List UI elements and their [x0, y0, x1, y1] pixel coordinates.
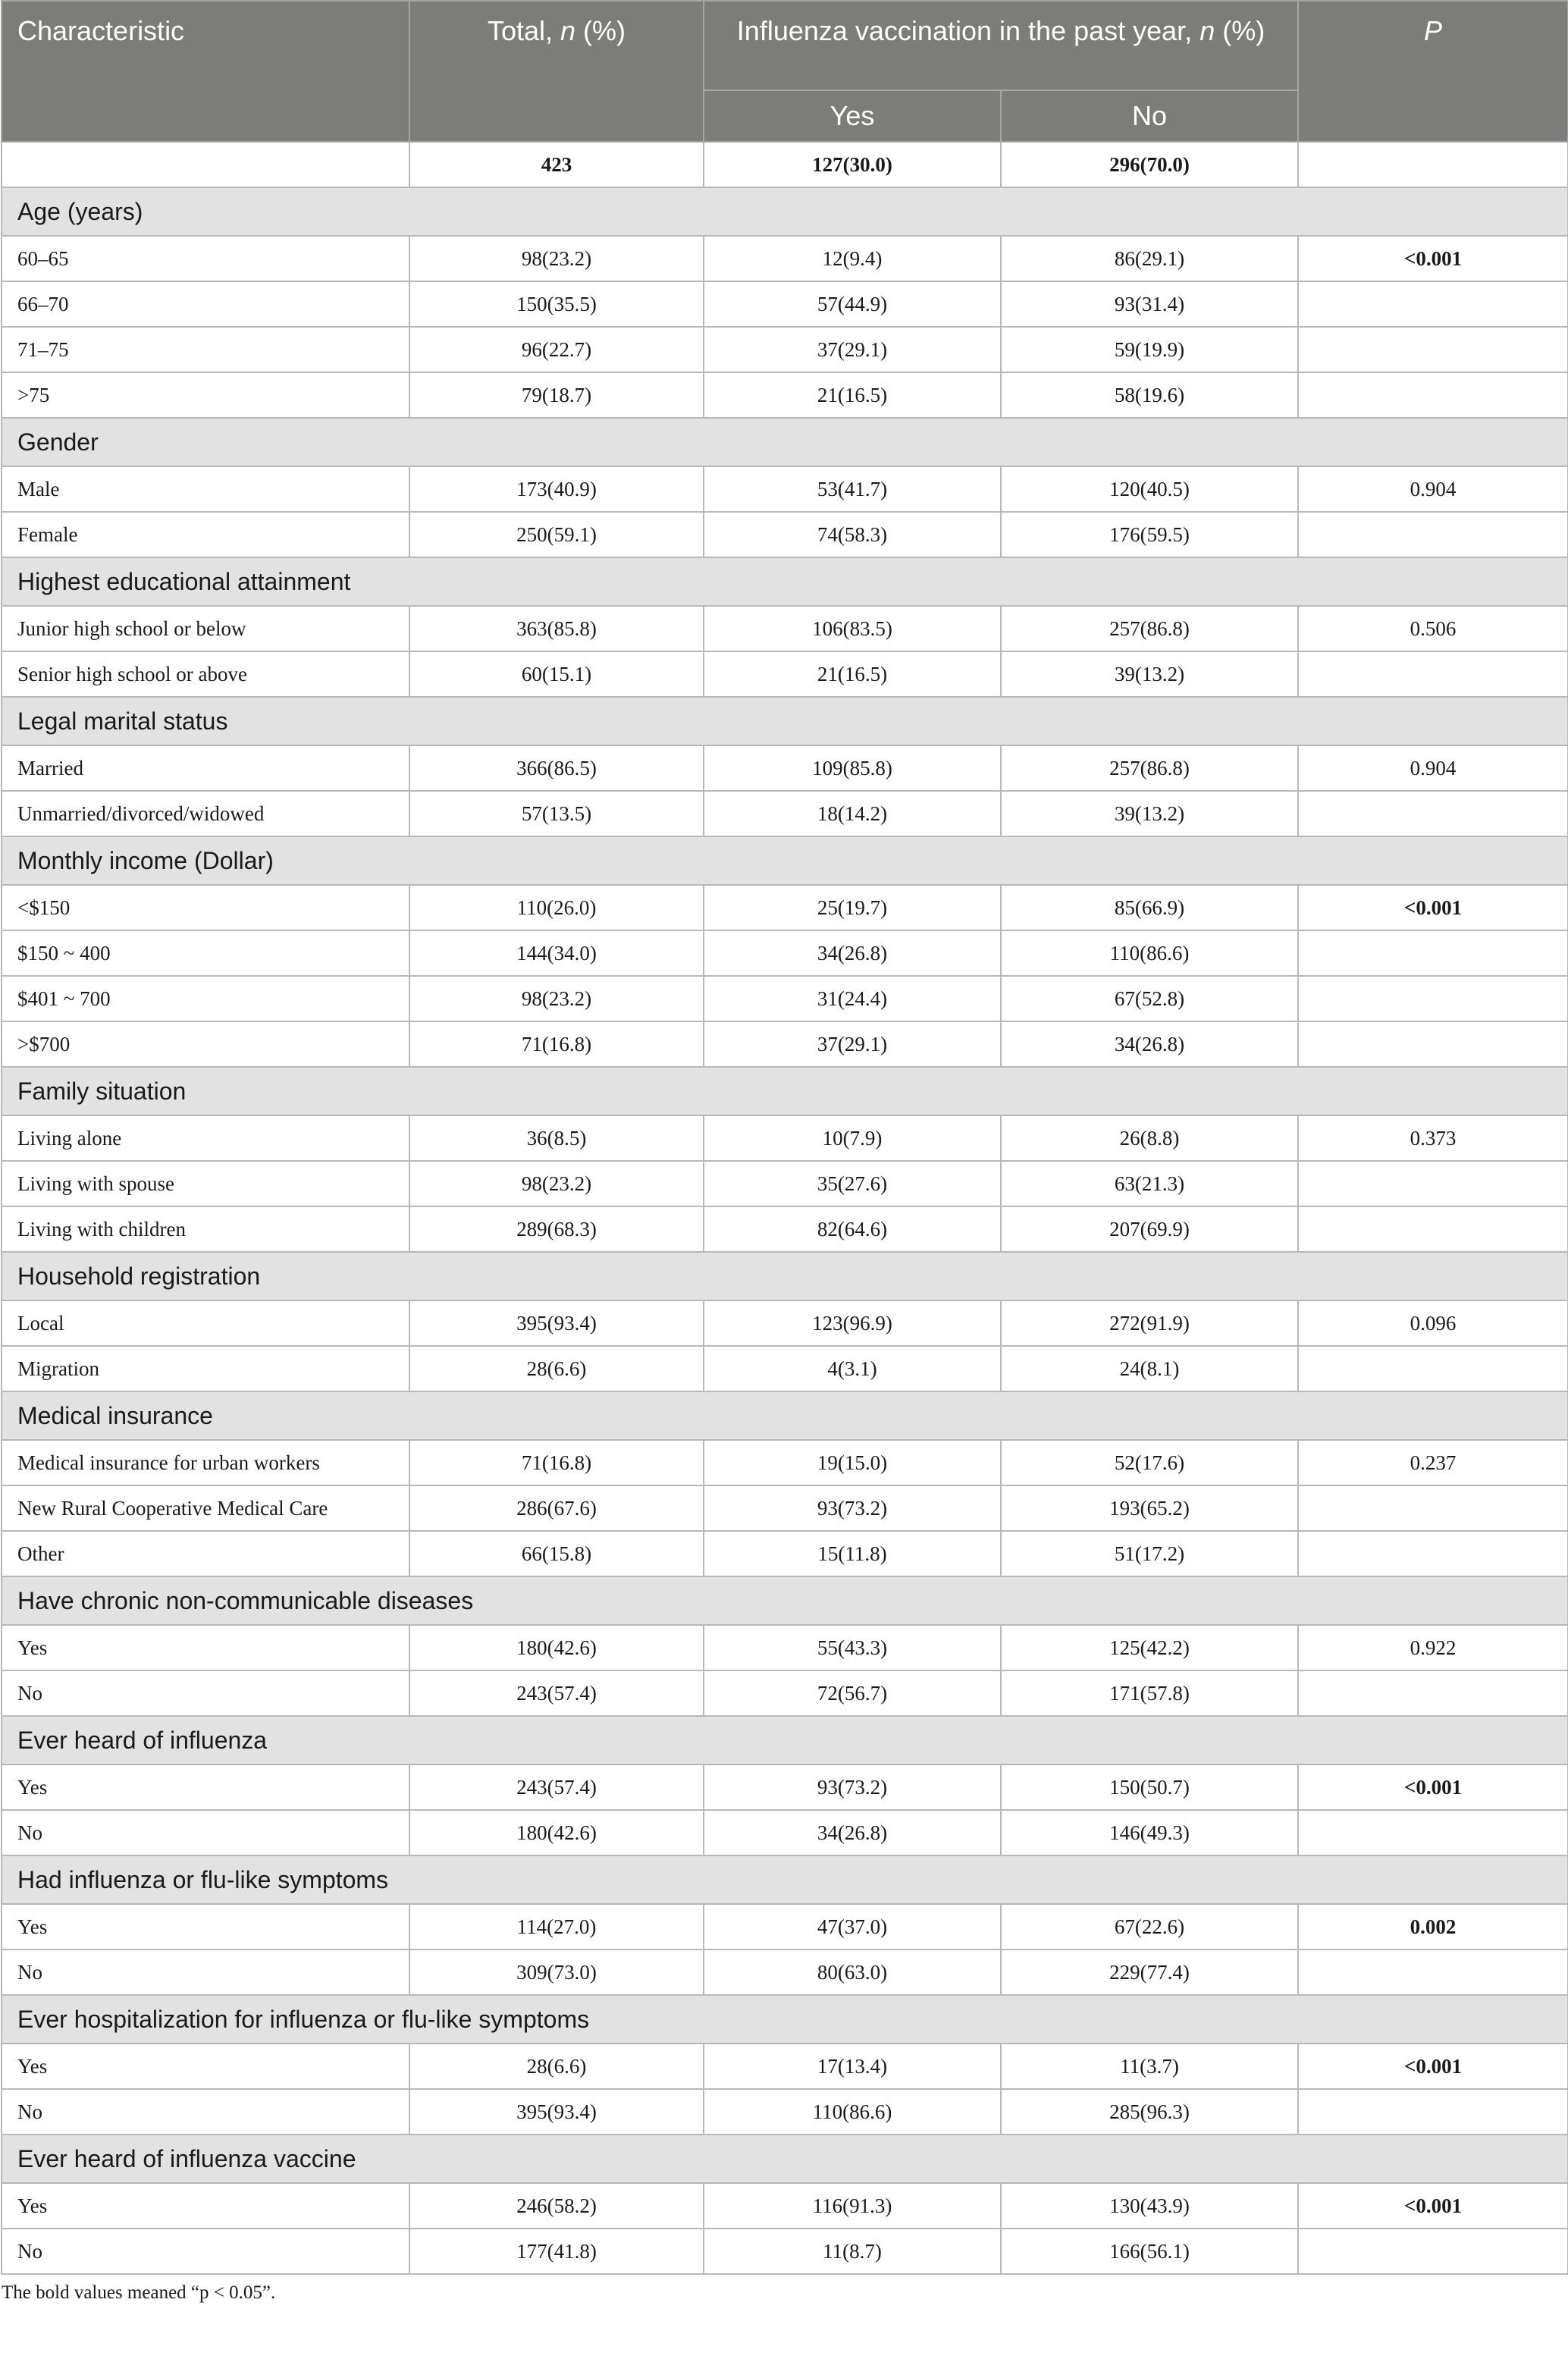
cell-yes: 25(19.7): [704, 885, 1001, 930]
cell-p-value: [1298, 281, 1568, 327]
group-row: [2, 1252, 1568, 1300]
table-row: [2, 466, 1568, 512]
row-label: <$150: [2, 885, 409, 930]
table-row: [2, 930, 1568, 976]
group-title: Ever heard of influenza: [2, 1716, 1568, 1764]
totals-row: [2, 142, 1568, 187]
cell-yes: 15(11.8): [704, 1531, 1001, 1576]
cell-yes: 72(56.7): [704, 1670, 1001, 1716]
row-label: Migration: [2, 1346, 409, 1391]
row-label: Male: [2, 466, 409, 512]
cell-p-value: <0.001: [1298, 2183, 1568, 2229]
cell-p-value: [1298, 930, 1568, 976]
group-row: [2, 1576, 1568, 1625]
cell-no: 146(49.3): [1001, 1810, 1298, 1855]
cell-total: 243(57.4): [409, 1670, 704, 1716]
header-group-prefix: Influenza vaccination in the past year,: [736, 15, 1200, 46]
row-label: Other: [2, 1531, 409, 1576]
cell-no: 166(56.1): [1001, 2229, 1298, 2274]
row-label: >75: [2, 372, 409, 418]
cell-p-value: <0.001: [1298, 236, 1568, 281]
table-row: [2, 1670, 1568, 1716]
table-row: [2, 1021, 1568, 1067]
group-row: [2, 1995, 1568, 2044]
group-title: Gender: [2, 418, 1568, 466]
cell-yes: 10(7.9): [704, 1115, 1001, 1161]
cell-yes: 53(41.7): [704, 466, 1001, 512]
header-no: No: [1001, 90, 1298, 142]
header-total-n: n: [560, 15, 576, 46]
cell-no: 93(31.4): [1001, 281, 1298, 327]
cell-no: 176(59.5): [1001, 512, 1298, 557]
group-title: Have chronic non-communicable diseases: [2, 1576, 1568, 1625]
cell-no: 257(86.8): [1001, 606, 1298, 651]
cell-no: 272(91.9): [1001, 1300, 1298, 1346]
header-p-value: P: [1298, 1, 1568, 142]
cell-p-value: 0.506: [1298, 606, 1568, 651]
row-label: No: [2, 1670, 409, 1716]
group-title: Household registration: [2, 1252, 1568, 1300]
cell-yes: 21(16.5): [704, 651, 1001, 697]
cell-yes: 55(43.3): [704, 1625, 1001, 1670]
row-label: $150 ~ 400: [2, 930, 409, 976]
row-label: Yes: [2, 2044, 409, 2089]
cell-total: 98(23.2): [409, 976, 704, 1021]
cell-yes: 12(9.4): [704, 236, 1001, 281]
row-label: >$700: [2, 1021, 409, 1067]
group-row: [2, 1067, 1568, 1115]
cell-yes: 123(96.9): [704, 1300, 1001, 1346]
cell-total: 114(27.0): [409, 1904, 704, 1950]
row-label: No: [2, 2229, 409, 2274]
cell-p-value: 0.904: [1298, 466, 1568, 512]
header-yes: Yes: [704, 90, 1001, 142]
table-row: [2, 2229, 1568, 2274]
cell-total: 71(16.8): [409, 1021, 704, 1067]
table-row: [2, 976, 1568, 1021]
row-label: Living alone: [2, 1115, 409, 1161]
group-title: Had influenza or flu-like symptoms: [2, 1855, 1568, 1904]
table-row: [2, 327, 1568, 372]
table-row: [2, 1206, 1568, 1252]
cell-p-value: [1298, 976, 1568, 1021]
cell-p-value: [1298, 512, 1568, 557]
group-title: Family situation: [2, 1067, 1568, 1115]
group-title: Medical insurance: [2, 1391, 1568, 1440]
cell-total: 173(40.9): [409, 466, 704, 512]
table-row: [2, 791, 1568, 836]
table-body: [2, 142, 1568, 2274]
table-row: [2, 1485, 1568, 1531]
group-title: Age (years): [2, 187, 1568, 236]
cell-no: 207(69.9): [1001, 1206, 1298, 1252]
cell-total: 150(35.5): [409, 281, 704, 327]
table-row: [2, 1810, 1568, 1855]
cell-total: 60(15.1): [409, 651, 704, 697]
cell-yes: 35(27.6): [704, 1161, 1001, 1206]
cell-total: 395(93.4): [409, 1300, 704, 1346]
cell-no: 67(52.8): [1001, 976, 1298, 1021]
cell-total: 395(93.4): [409, 2089, 704, 2135]
cell-total: 98(23.2): [409, 236, 704, 281]
cell-no: 11(3.7): [1001, 2044, 1298, 2089]
table-row: [2, 651, 1568, 697]
cell-p-value: [1298, 1531, 1568, 1576]
group-row: [2, 557, 1568, 606]
group-title: Highest educational attainment: [2, 557, 1568, 606]
cell-p-value: [1298, 1810, 1568, 1855]
cell-p-value: [1298, 651, 1568, 697]
cell-yes: 4(3.1): [704, 1346, 1001, 1391]
totals-label: [2, 142, 409, 187]
cell-total: 96(22.7): [409, 327, 704, 372]
table-row: [2, 1300, 1568, 1346]
totals-total: 423: [409, 142, 704, 187]
row-label: 71–75: [2, 327, 409, 372]
cell-p-value: [1298, 372, 1568, 418]
cell-p-value: 0.002: [1298, 1904, 1568, 1950]
table-row: [2, 1764, 1568, 1810]
cell-no: 229(77.4): [1001, 1950, 1298, 1995]
table-row: [2, 1950, 1568, 1995]
cell-total: 144(34.0): [409, 930, 704, 976]
row-label: Female: [2, 512, 409, 557]
cell-no: 59(19.9): [1001, 327, 1298, 372]
group-title: Ever hospitalization for influenza or flu-like symptoms: [2, 1995, 1568, 2044]
cell-yes: 34(26.8): [704, 930, 1001, 976]
cell-no: 120(40.5): [1001, 466, 1298, 512]
group-title: Monthly income (Dollar): [2, 836, 1568, 885]
group-row: [2, 1391, 1568, 1440]
row-label: New Rural Cooperative Medical Care: [2, 1485, 409, 1531]
cell-no: 110(86.6): [1001, 930, 1298, 976]
cell-p-value: [1298, 1950, 1568, 1995]
cell-no: 67(22.6): [1001, 1904, 1298, 1950]
cell-no: 24(8.1): [1001, 1346, 1298, 1391]
table-row: [2, 1904, 1568, 1950]
table-row: [2, 1161, 1568, 1206]
group-row: [2, 187, 1568, 236]
group-title: Legal marital status: [2, 697, 1568, 745]
cell-p-value: [1298, 2229, 1568, 2274]
row-label: Yes: [2, 2183, 409, 2229]
cell-p-value: [1298, 327, 1568, 372]
cell-no: 26(8.8): [1001, 1115, 1298, 1161]
cell-total: 246(58.2): [409, 2183, 704, 2229]
table-row: [2, 372, 1568, 418]
cell-p-value: [1298, 1346, 1568, 1391]
row-label: Yes: [2, 1764, 409, 1810]
cell-no: 39(13.2): [1001, 651, 1298, 697]
cell-yes: 47(37.0): [704, 1904, 1001, 1950]
cell-total: 71(16.8): [409, 1440, 704, 1485]
cell-yes: 74(58.3): [704, 512, 1001, 557]
table-header: [2, 1, 1568, 142]
row-label: Local: [2, 1300, 409, 1346]
cell-yes: 18(14.2): [704, 791, 1001, 836]
table-row: [2, 1440, 1568, 1485]
cell-total: 309(73.0): [409, 1950, 704, 1995]
cell-no: 34(26.8): [1001, 1021, 1298, 1067]
cell-p-value: 0.237: [1298, 1440, 1568, 1485]
table-row: [2, 745, 1568, 791]
table-row: [2, 2044, 1568, 2089]
cell-yes: 116(91.3): [704, 2183, 1001, 2229]
cell-no: 150(50.7): [1001, 1764, 1298, 1810]
table-row: [2, 1625, 1568, 1670]
row-label: No: [2, 1950, 409, 1995]
table-row: [2, 1115, 1568, 1161]
cell-p-value: [1298, 1021, 1568, 1067]
cell-no: 51(17.2): [1001, 1531, 1298, 1576]
cell-yes: 31(24.4): [704, 976, 1001, 1021]
row-label: Medical insurance for urban workers: [2, 1440, 409, 1485]
cell-p-value: <0.001: [1298, 1764, 1568, 1810]
row-label: Living with children: [2, 1206, 409, 1252]
cell-yes: 19(15.0): [704, 1440, 1001, 1485]
totals-p: [1298, 142, 1568, 187]
cell-p-value: <0.001: [1298, 885, 1568, 930]
cell-total: 98(23.2): [409, 1161, 704, 1206]
cell-no: 193(65.2): [1001, 1485, 1298, 1531]
row-label: $401 ~ 700: [2, 976, 409, 1021]
cell-yes: 80(63.0): [704, 1950, 1001, 1995]
cell-no: 125(42.2): [1001, 1625, 1298, 1670]
cell-yes: 93(73.2): [704, 1764, 1001, 1810]
table-row: [2, 1531, 1568, 1576]
header-group-n: n: [1200, 15, 1215, 46]
header-characteristic: Characteristic: [2, 1, 409, 142]
cell-total: 177(41.8): [409, 2229, 704, 2274]
cell-p-value: [1298, 2089, 1568, 2135]
table-row: [2, 2183, 1568, 2229]
cell-total: 289(68.3): [409, 1206, 704, 1252]
cell-yes: 82(64.6): [704, 1206, 1001, 1252]
cell-yes: 17(13.4): [704, 2044, 1001, 2089]
cell-total: 79(18.7): [409, 372, 704, 418]
cell-p-value: [1298, 1485, 1568, 1531]
row-label: Married: [2, 745, 409, 791]
cell-p-value: [1298, 1161, 1568, 1206]
cell-total: 180(42.6): [409, 1810, 704, 1855]
cell-yes: 110(86.6): [704, 2089, 1001, 2135]
group-row: [2, 697, 1568, 745]
row-label: Unmarried/divorced/widowed: [2, 791, 409, 836]
cell-total: 57(13.5): [409, 791, 704, 836]
group-row: [2, 836, 1568, 885]
cell-total: 286(67.6): [409, 1485, 704, 1531]
cell-p-value: 0.096: [1298, 1300, 1568, 1346]
cell-no: 63(21.3): [1001, 1161, 1298, 1206]
cell-yes: 57(44.9): [704, 281, 1001, 327]
table-row: [2, 606, 1568, 651]
row-label: Yes: [2, 1904, 409, 1950]
table-row: [2, 1346, 1568, 1391]
group-row: [2, 2135, 1568, 2183]
cell-no: 58(19.6): [1001, 372, 1298, 418]
cell-yes: 109(85.8): [704, 745, 1001, 791]
cell-total: 243(57.4): [409, 1764, 704, 1810]
cell-total: 28(6.6): [409, 2044, 704, 2089]
cell-no: 130(43.9): [1001, 2183, 1298, 2229]
header-vaccination-group: [704, 1, 1298, 90]
table-row: [2, 2089, 1568, 2135]
header-total-suffix: (%): [575, 15, 626, 46]
cell-p-value: 0.373: [1298, 1115, 1568, 1161]
cell-yes: 11(8.7): [704, 2229, 1001, 2274]
group-row: [2, 1716, 1568, 1764]
row-label: Living with spouse: [2, 1161, 409, 1206]
cell-yes: 37(29.1): [704, 1021, 1001, 1067]
cell-p-value: 0.922: [1298, 1625, 1568, 1670]
cell-no: 285(96.3): [1001, 2089, 1298, 2135]
header-total: [409, 1, 704, 142]
group-title: Ever heard of influenza vaccine: [2, 2135, 1568, 2183]
table-row: [2, 281, 1568, 327]
table-footnote: The bold values meaned “p < 0.05”.: [2, 2282, 276, 2303]
cell-p-value: [1298, 1670, 1568, 1716]
cell-no: 85(66.9): [1001, 885, 1298, 930]
totals-yes: 127(30.0): [704, 142, 1001, 187]
header-total-prefix: Total,: [487, 15, 560, 46]
header-group-suffix: (%): [1215, 15, 1265, 46]
cell-p-value: <0.001: [1298, 2044, 1568, 2089]
cell-p-value: 0.904: [1298, 745, 1568, 791]
cell-yes: 34(26.8): [704, 1810, 1001, 1855]
row-label: 66–70: [2, 281, 409, 327]
cell-yes: 21(16.5): [704, 372, 1001, 418]
cell-total: 363(85.8): [409, 606, 704, 651]
table-row: [2, 885, 1568, 930]
cell-total: 28(6.6): [409, 1346, 704, 1391]
cell-no: 257(86.8): [1001, 745, 1298, 791]
row-label: 60–65: [2, 236, 409, 281]
totals-no: 296(70.0): [1001, 142, 1298, 187]
table-row: [2, 512, 1568, 557]
row-label: Yes: [2, 1625, 409, 1670]
row-label: No: [2, 2089, 409, 2135]
table-row: [2, 236, 1568, 281]
cell-total: 366(86.5): [409, 745, 704, 791]
cell-yes: 93(73.2): [704, 1485, 1001, 1531]
row-label: No: [2, 1810, 409, 1855]
cell-total: 66(15.8): [409, 1531, 704, 1576]
group-row: [2, 418, 1568, 466]
cell-p-value: [1298, 1206, 1568, 1252]
cell-no: 39(13.2): [1001, 791, 1298, 836]
cell-total: 180(42.6): [409, 1625, 704, 1670]
cell-yes: 37(29.1): [704, 327, 1001, 372]
row-label: Senior high school or above: [2, 651, 409, 697]
cell-no: 86(29.1): [1001, 236, 1298, 281]
row-label: Junior high school or below: [2, 606, 409, 651]
cell-no: 171(57.8): [1001, 1670, 1298, 1716]
cell-p-value: [1298, 791, 1568, 836]
cell-total: 110(26.0): [409, 885, 704, 930]
cell-yes: 106(83.5): [704, 606, 1001, 651]
cell-total: 250(59.1): [409, 512, 704, 557]
cell-no: 52(17.6): [1001, 1440, 1298, 1485]
group-row: [2, 1855, 1568, 1904]
characteristics-table: [1, 0, 1568, 2275]
cell-total: 36(8.5): [409, 1115, 704, 1161]
